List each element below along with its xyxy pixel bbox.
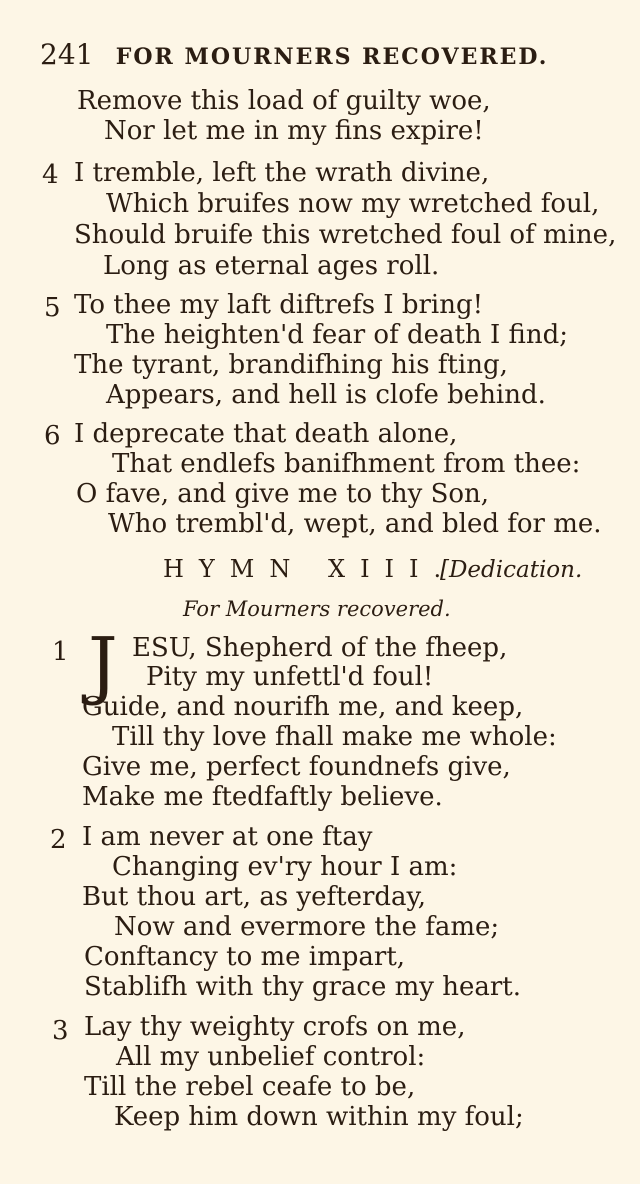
stanza-number: 2 xyxy=(50,825,67,855)
verse-line: Lay thy weighty crofs on me, xyxy=(84,1012,466,1042)
verse-line: That endlefs banifhment from thee: xyxy=(112,449,581,479)
stanza-number: 1 xyxy=(52,637,69,667)
verse-line: All my unbelief control: xyxy=(116,1042,426,1072)
verse-line: Conftancy to me impart, xyxy=(84,942,406,972)
verse-line: I am never at one ftay xyxy=(82,822,373,852)
verse-line: To thee my laft diftrefs I bring! xyxy=(74,290,484,320)
verse-line: Make me ftedfaftly believe. xyxy=(82,782,443,812)
verse-line: Stablifh with thy grace my heart. xyxy=(84,972,522,1002)
running-title: FOR MOURNERS RECOVERED. xyxy=(115,44,549,70)
verse-line: Now and evermore the fame; xyxy=(114,912,500,942)
hymn-title: HYMN XIII. xyxy=(163,555,457,583)
verse-line: ESU, Shepherd of the fheep, xyxy=(132,633,508,663)
verse-line: Keep him down within my foul; xyxy=(114,1102,524,1132)
verse-line: Appears, and hell is clofe behind. xyxy=(106,380,546,410)
verse-line: Should bruife this wretched foul of mine, xyxy=(74,220,617,250)
stanza-number: 4 xyxy=(42,160,59,190)
verse-line: Changing ev'ry hour I am: xyxy=(112,852,458,882)
stanza-number: 5 xyxy=(44,293,61,323)
verse-line: Till thy love fhall make me whole: xyxy=(112,722,557,752)
hymn-subtitle: For Mourners recovered. xyxy=(183,597,451,621)
verse-line: Who trembl'd, wept, and bled for me. xyxy=(108,509,602,539)
verse-line: Till the rebel ceafe to be, xyxy=(84,1072,416,1102)
running-header xyxy=(40,38,548,71)
verse-line: I tremble, left the wrath divine, xyxy=(74,158,490,188)
verse-line: Pity my unfettl'd foul! xyxy=(146,662,434,692)
verse-line: Give me, perfect foundnefs give, xyxy=(82,752,511,782)
page-number: 241 xyxy=(40,38,94,71)
verse-line: O fave, and give me to thy Son, xyxy=(76,479,490,509)
stanza-number: 6 xyxy=(44,421,61,451)
verse-line: Guide, and nourifh me, and keep, xyxy=(82,692,524,722)
verse-line: The heighten'd fear of death I find; xyxy=(106,320,568,350)
drop-cap: J xyxy=(88,622,118,708)
hymn-category: [Dedication. xyxy=(440,557,583,583)
verse-line: But thou art, as yefterday, xyxy=(82,882,427,912)
verse-line: Long as eternal ages roll. xyxy=(103,251,440,281)
verse-line: Remove this load of guilty woe, xyxy=(77,86,491,116)
verse-line: I deprecate that death alone, xyxy=(74,419,458,449)
verse-line: The tyrant, brandifhing his fting, xyxy=(74,350,508,380)
verse-line: Which bruifes now my wretched foul, xyxy=(106,189,600,219)
stanza-number: 3 xyxy=(52,1016,69,1046)
verse-line: Nor let me in my fins expire! xyxy=(104,116,484,146)
